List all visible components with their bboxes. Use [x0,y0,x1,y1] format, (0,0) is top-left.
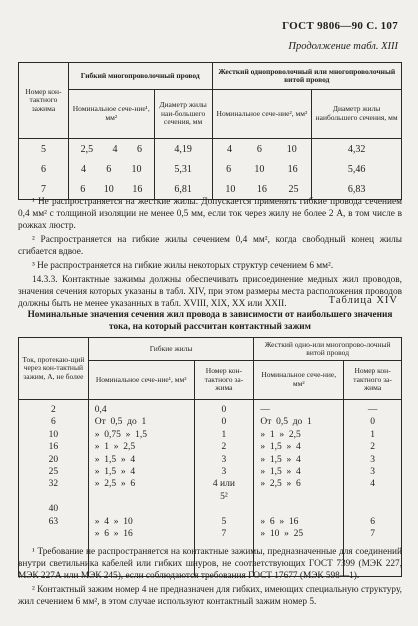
column-header-flex-section: Номинальное сече-ние¹, мм² [88,361,194,400]
cell-flex-diameter: 6,81 [154,179,212,200]
table-xiv-notes [18,546,402,610]
cell-rigid-diameter: 5,46 [312,159,402,179]
flex-section-range: От 0,5 до 1 [94,417,147,428]
rigid-section-range: » 1,5 » 4 [260,454,301,465]
table-caption: Таблица XIV [328,295,398,306]
cell-rigid-sections: 6 10 16 [212,159,312,179]
cell-flex-diameter: 5,31 [154,159,212,179]
column-header-terminal-number: Номер кон-тактного зажима [19,63,69,139]
current-value: 16 [48,442,59,453]
flex-section-range [95,491,192,503]
flex-section-range [95,503,192,515]
cell-terminal: 6 [19,159,69,179]
flex-section-range: » 4 » 10 [94,516,133,527]
flex-terminal-number [197,503,252,515]
current-value: 2 [51,405,56,415]
group-header-flexible: Гибкие жилы [88,338,254,361]
rigid-section-range: » 10 » 25 [260,528,304,539]
rigid-terminal-number: 2 [370,442,375,453]
cell-rigid-diameter: 4,32 [312,139,402,160]
flex-terminal-number: 5² [220,491,228,502]
current-value: 25 [48,466,59,477]
current-value: 63 [48,516,59,527]
rigid-section-range: » 2,5 » 6 [260,479,301,490]
paragraph: 14.3.3. Контактные зажимы должны обеспечивать присоединение медных жил проводов, значения сечения которых указаны в табл. XIV, при этом размеры места расположения проводов должны быть не менее указанных в табл. XVIII, XIX, XX или XXII. [18,275,402,309]
rigid-section-range [260,491,341,503]
current-value: 20 [48,454,59,465]
rigid-terminal-number: 4 [370,479,375,490]
rigid-terminal-number [346,491,399,503]
current-value: 32 [48,479,59,490]
column-header-rigid-number: Номер кон-тактного за-жима [344,361,402,400]
column-header-rigid-section: Номинальное сече-ние, мм² [254,361,344,400]
rigid-section-range: — [260,405,270,415]
rigid-terminal-number: 1 [370,429,375,440]
footnote: ² Контактный зажим номер 4 не предназначен для гибких, имеющих специальную структуру, жил сечением 6 мм², в этом случае используют контактный зажим номер 5. [18,585,402,607]
cell-terminal: 7 [19,179,69,200]
rigid-section-range: » 6 » 16 [260,516,299,527]
cell-flex-sections: 2,5 4 6 [68,139,154,160]
column-header-rigid-diameter: Диаметр жилы наибольшего сечения, мм [312,90,402,139]
rigid-terminal-number [346,503,399,515]
footnote: ¹ Не распространяется на жесткие жилы. Допускается применять гибкие провода сечением 0,4 мм² с толщиной изоляции не менее 0,5 мм, если ток через жилу не более 2 А, в том числе в рожках люстр. [18,197,402,231]
flex-terminal-number: 5 [221,516,227,527]
footnote: ² Распространяется на гибкие жилы сечением 0,4 мм², когда свободный конец жилы сгибается вдвое. [18,235,402,257]
flex-section-range: » 1 » 2,5 [94,442,136,453]
footnote: ³ Не распространяется на гибкие жилы некоторых структур сечением 6 мм². [32,261,334,271]
flex-terminal-number: 2 [221,442,227,453]
footnote: ¹ Требование не распространяется на контактные зажимы, предназначенные для соединений внутри светильника кабелей или гибких шнуров, не соответствующих ГОСТ 7399 (МЭК 227, МЭК 227А или МЭК 245), если соблюдаются требования ГОСТ 17677 (МЭК 598—1). [18,547,402,581]
rigid-section-range: » 1 » 2,5 [260,429,301,440]
flex-section-range: » 1,5 » 4 [94,466,136,477]
flex-terminal-number: 7 [221,528,227,539]
table-title: Номинальные значения сечения жил провода в зависимости от наибольшего значения тока, на который рассчитан контактный зажим [27,310,393,332]
flex-terminal-number: 0 [221,405,227,415]
group-header-flexible: Гибкий многопроволочный провод [68,63,212,90]
rigid-section-range [260,503,341,515]
cell-flex-diameter: 4,19 [154,139,212,160]
page-header: ГОСТ 9806—90 С. 107 [282,20,398,32]
current-value [21,491,86,503]
flex-terminal-number: 4 или [212,479,235,490]
column-header-flex-diameter: Диаметр жилы наи-большего сечения, мм [154,90,212,139]
current-value: 10 [48,429,59,440]
group-header-rigid: Жесткий одно-или многопрово-лочный витой провод [254,338,402,361]
rigid-terminal-number: 6 [370,516,375,527]
flex-terminal-number: 3 [221,454,227,465]
rigid-terminal-number: 7 [370,528,375,539]
cell-rigid-sections: 10 16 25 [212,179,312,200]
flex-terminal-number: 0 [221,417,227,428]
group-header-rigid: Жесткий однопроволочный или многопроволочный витой провод [212,63,401,90]
rigid-terminal-number: 0 [370,417,375,428]
rigid-terminal-number: 3 [370,454,375,465]
column-header-flex-number: Номер кон-тактного за-жима [194,361,254,400]
flex-section-range: » 2,5 » 6 [94,479,136,490]
flex-terminal-number: 1 [221,429,227,440]
rigid-section-range: » 1,5 » 4 [260,442,301,453]
table-row [19,139,402,160]
rigid-terminal-number: — [367,405,378,415]
cell-rigid-sections: 4 6 10 [212,139,312,160]
column-header-rigid-section: Номинальное сече-ние², мм² [212,90,312,139]
rigid-terminal-number: 3 [370,466,375,477]
table-xiii [18,62,402,200]
cell-flex-sections: 6 10 16 [68,179,154,200]
cell-rigid-diameter: 6,83 [312,179,402,200]
cell-flex-sections: 4 6 10 [68,159,154,179]
table-xiv [18,337,402,577]
cell-terminal: 5 [19,139,69,160]
table-continuation-label: Продолжение табл. XIII [288,41,398,52]
flex-section-range: 0,4 [94,405,107,415]
column-header-flex-section: Номинальное сече-ние¹, мм² [68,90,154,139]
rigid-section-range: От 0,5 до 1 [260,417,312,428]
current-value: 40 [48,504,59,515]
column-header-current: Ток, протекаю-щий через кон-тактный зажим, А, не более [19,338,89,400]
flex-terminal-number: 3 [221,466,227,477]
table-row [19,159,402,179]
flex-section-range: » 0,75 » 1,5 [94,429,148,440]
flex-section-range: » 1,5 » 4 [94,454,136,465]
flex-section-range: » 6 » 16 [94,528,133,539]
rigid-section-range: » 1,5 » 4 [260,466,301,477]
current-value: 6 [51,417,56,428]
